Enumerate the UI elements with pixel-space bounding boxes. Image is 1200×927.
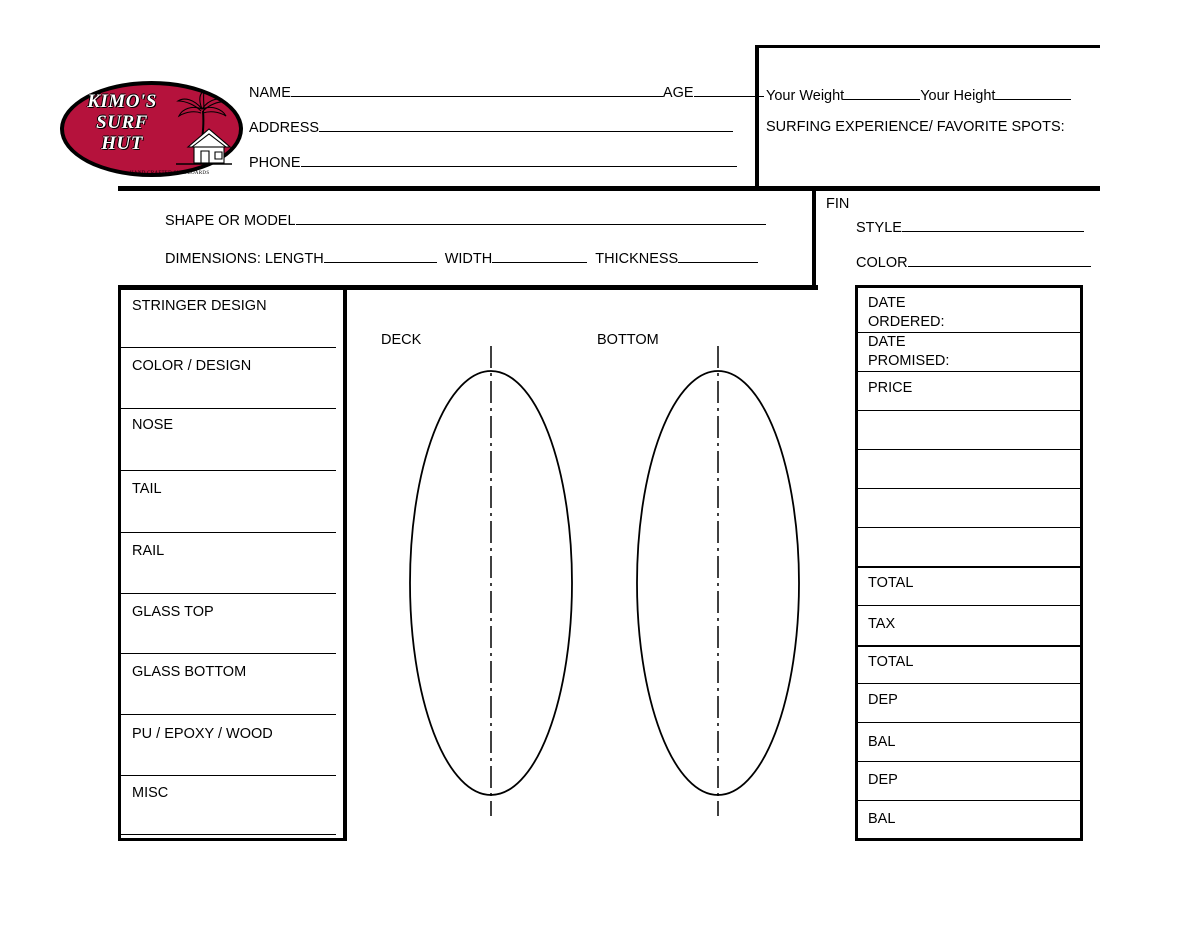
order-top-rule: [855, 285, 1083, 288]
logo: [60, 75, 245, 185]
fin-color-field[interactable]: [856, 252, 1091, 272]
palm-tree-and-hut-icon: [168, 89, 238, 167]
fin-style-field[interactable]: [856, 217, 1084, 237]
order-rule-4[interactable]: [858, 449, 1080, 450]
logo-line-2: SURF: [96, 112, 148, 133]
name-input-line[interactable]: [291, 82, 663, 97]
width-input-line[interactable]: [492, 248, 587, 263]
order-left-border: [855, 285, 858, 841]
name-label: NAME: [249, 85, 291, 101]
age-label: AGE: [662, 85, 694, 101]
spec-item-nose: NOSE: [132, 417, 174, 433]
order-bottom-rule: [855, 838, 1083, 841]
dimensions-thickness-label: THICKNESS: [595, 251, 679, 267]
order-rule-12[interactable]: [858, 761, 1080, 762]
spec-rule-6[interactable]: [118, 653, 336, 654]
spec-item-rail: RAIL: [132, 543, 165, 559]
name-field[interactable]: [249, 82, 764, 102]
header-top-rule: [755, 45, 1100, 48]
rider-measurements-field[interactable]: [766, 85, 1071, 105]
dimensions-field[interactable]: [165, 248, 758, 268]
order-row-dep-1: DEP: [868, 692, 898, 708]
spec-rule-5[interactable]: [118, 593, 336, 594]
height-label: Your Height: [920, 88, 996, 104]
date-promised-label-line1: DATE: [868, 334, 906, 350]
spec-rule-2[interactable]: [118, 408, 336, 409]
order-row-bal-2: BAL: [868, 811, 896, 827]
phone-label: PHONE: [249, 155, 301, 171]
spec-rule-7[interactable]: [118, 714, 336, 715]
spec-rule-4[interactable]: [118, 532, 336, 533]
spec-rule-9[interactable]: [118, 834, 336, 835]
spec-rule-1[interactable]: [118, 347, 336, 348]
order-row-total-1: TOTAL: [868, 575, 914, 591]
age-input-line[interactable]: [694, 82, 764, 97]
shape-or-model-input-line[interactable]: [296, 210, 766, 225]
spec-item-color-design: COLOR / DESIGN: [132, 358, 252, 374]
date-promised-label-line2: PROMISED:: [868, 353, 950, 369]
order-rule-11[interactable]: [858, 722, 1080, 723]
fin-color-label: COLOR: [856, 255, 908, 271]
spec-item-stringer-design: STRINGER DESIGN: [132, 298, 267, 314]
dimensions-width-label: WIDTH: [444, 251, 493, 267]
specs-right-border: [343, 285, 347, 841]
fin-style-label: STYLE: [856, 220, 902, 236]
address-field[interactable]: [249, 117, 733, 137]
order-row-tax: TAX: [868, 616, 896, 632]
order-rule-6[interactable]: [858, 527, 1080, 528]
order-rule-13[interactable]: [858, 800, 1080, 801]
deck-label: DECK: [381, 332, 422, 348]
logo-subtitle: HAND CRAFTED SURFBOARDS: [130, 171, 210, 176]
logo-wordmark: [72, 91, 172, 154]
order-row-dep-2: DEP: [868, 772, 898, 788]
spec-rule-8[interactable]: [118, 775, 336, 776]
header-bottom-rule-right: [808, 186, 1100, 191]
order-right-border: [1080, 285, 1083, 841]
phone-field[interactable]: [249, 152, 737, 172]
spec-item-misc: MISC: [132, 785, 169, 801]
phone-input-line[interactable]: [301, 152, 737, 167]
dimensions-length-label: DIMENSIONS: LENGTH: [165, 251, 324, 267]
specs-bottom-rule: [118, 838, 347, 841]
specs-left-border: [118, 285, 121, 841]
order-rule-8[interactable]: [858, 605, 1080, 606]
spec-item-pu-epoxy-wood: PU / EPOXY / WOOD: [132, 726, 273, 742]
length-input-line[interactable]: [324, 248, 437, 263]
weight-input-line[interactable]: [844, 85, 920, 100]
deck-board-outline: [405, 338, 585, 818]
spec-item-glass-bottom: GLASS BOTTOM: [132, 664, 247, 680]
order-rule-7[interactable]: [858, 566, 1080, 568]
order-row-date-ordered: [868, 294, 945, 332]
address-label: ADDRESS: [249, 120, 320, 136]
order-row-bal-1: BAL: [868, 734, 896, 750]
spec-item-tail: TAIL: [132, 481, 162, 497]
date-ordered-label-line2: ORDERED:: [868, 314, 945, 330]
order-row-date-promised: [868, 333, 949, 371]
spec-rule-3[interactable]: [118, 470, 336, 471]
order-row-total-2: TOTAL: [868, 654, 914, 670]
order-rule-3[interactable]: [858, 410, 1080, 411]
spec-item-glass-top: GLASS TOP: [132, 604, 214, 620]
weight-label: Your Weight: [766, 88, 845, 104]
bottom-label: BOTTOM: [597, 332, 659, 348]
bottom-board-outline: [632, 338, 812, 818]
logo-line-1: KIMO'S: [87, 91, 157, 112]
order-rule-5[interactable]: [858, 488, 1080, 489]
order-row-price: PRICE: [868, 380, 913, 396]
fin-heading: FIN: [826, 196, 850, 212]
address-input-line[interactable]: [319, 117, 733, 132]
shape-or-model-field[interactable]: [165, 210, 766, 230]
shape-or-model-label: SHAPE OR MODEL: [165, 213, 296, 229]
fin-section-divider: [812, 186, 816, 288]
header-bottom-rule: [118, 186, 808, 191]
fin-color-input-line[interactable]: [908, 252, 1091, 267]
fin-style-input-line[interactable]: [902, 217, 1084, 232]
order-rule-10[interactable]: [858, 683, 1080, 684]
surf-experience-label: SURFING EXPERIENCE/ FAVORITE SPOTS:: [766, 119, 1065, 135]
header-vertical-divider: [755, 45, 759, 186]
date-ordered-label-line1: DATE: [868, 295, 906, 311]
specs-top-rule: [118, 285, 818, 290]
thickness-input-line[interactable]: [678, 248, 758, 263]
height-input-line[interactable]: [995, 85, 1071, 100]
order-rule-9[interactable]: [858, 645, 1080, 647]
logo-line-3: HUT: [101, 133, 143, 154]
order-rule-2[interactable]: [858, 371, 1080, 372]
